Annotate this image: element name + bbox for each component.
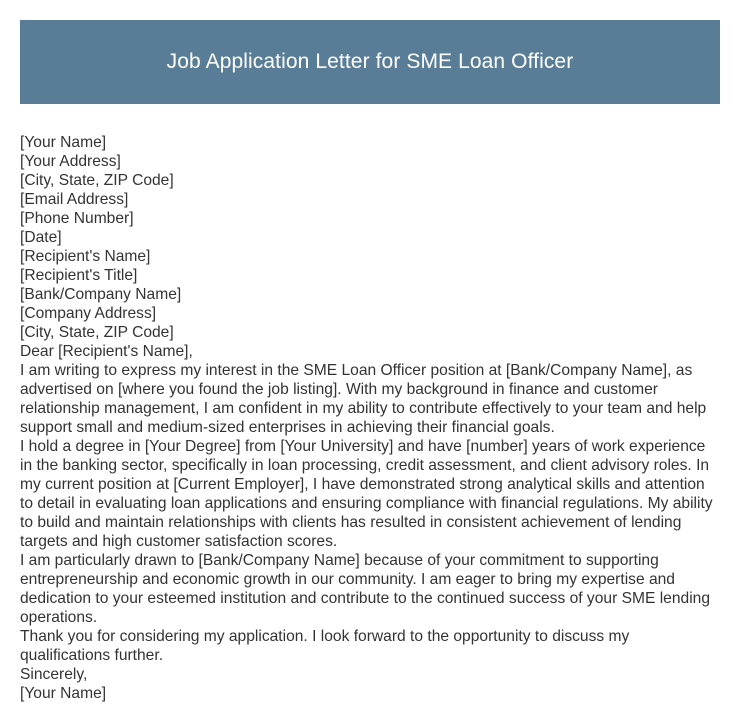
letter-date: [Date] [20,229,62,246]
signature: [Your Name] [20,685,107,702]
body-paragraph-4: Thank you for considering my application. I look forward to the opportunity to discuss my qualifications further. [20,628,630,664]
sender-phone: [Phone Number] [20,210,134,227]
closing: Sincerely, [20,666,88,683]
recipient-company: [Bank/Company Name] [20,286,182,303]
sender-name: [Your Name] [20,134,107,151]
sender-city-state-zip: [City, State, ZIP Code] [20,172,174,189]
recipient-name: [Recipient's Name] [20,248,151,265]
title-banner [20,20,720,104]
sender-email: [Email Address] [20,191,129,208]
salutation: Dear [Recipient's Name], [20,343,193,360]
body-paragraph-2: I hold a degree in [Your Degree] from [Your University] and have [number] years of work experience in the banking sector, specifically in loan processing, credit assessment, and client advisory roles. In my current position at [Current Employer], I have demonstrated strong analytical skills and attention to detail in evaluating loan applications and ensuring compliance with financial regulations. My ability to build and maintain relationships with clients has resulted in consistent achievement of lending targets and high customer satisfaction scores. [20,438,713,550]
letter-body [20,133,720,703]
body-paragraph-3: I am particularly drawn to [Bank/Company Name] because of your commitment to supporting entrepreneurship and economic growth in our community. I am eager to bring my expertise and dedication to your esteemed institution and contribute to the continued success of your SME lending operations. [20,552,711,626]
recipient-title: [Recipient's Title] [20,267,138,284]
body-paragraph-1: I am writing to express my interest in the SME Loan Officer position at [Bank/Company Name], as advertised on [where you found the job listing]. With my background in finance and customer relationship management, I am confident in my ability to contribute effectively to your team and help support small and medium-sized enterprises in achieving their financial goals. [20,362,707,436]
recipient-city-state-zip: [City, State, ZIP Code] [20,324,174,341]
sender-address: [Your Address] [20,153,121,170]
page-title: Job Application Letter for SME Loan Officer [166,50,574,73]
recipient-address: [Company Address] [20,305,157,322]
